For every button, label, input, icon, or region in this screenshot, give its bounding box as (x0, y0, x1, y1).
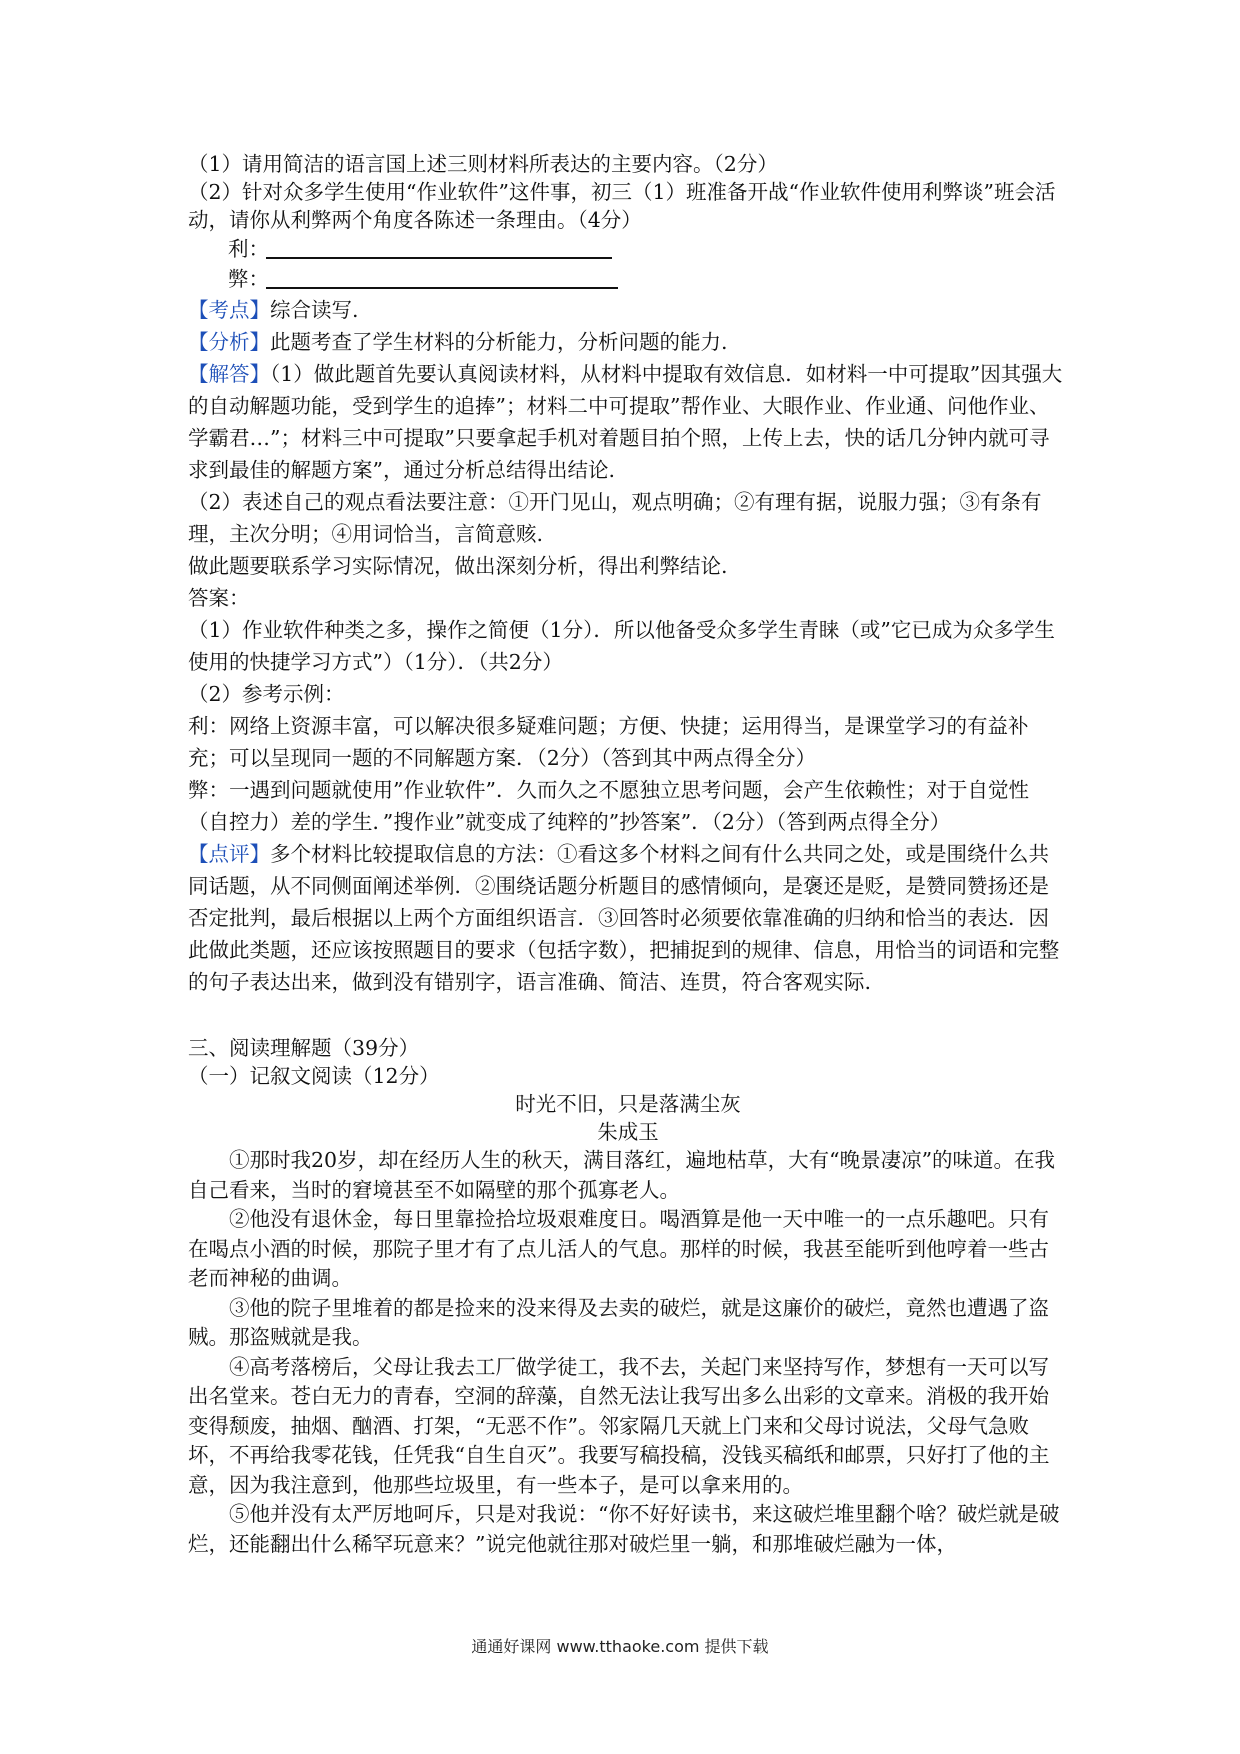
answer-label: 答案： (188, 586, 250, 610)
paragraph-1: ①那时我20岁，却在经历人生的秋天，满目落红，遍地枯草，大有“晚景凄凉”的味道。在我自己看来，当时的窘境甚至不如隔壁的那个孤寡老人。 (188, 1148, 1056, 1202)
jieda-point-2: （2）表述自己的观点看法要注意：①开门见山，观点明确；②有理有据，说服力强；③有条有理，主次分明；④用词恰当，言简意赅. (188, 490, 1042, 546)
fenxi-tag: 【分析】 (188, 330, 270, 354)
question-2: （2）针对众多学生使用“作业软件”这件事，初三（1）班准备开战“作业软件使用利弊谈”班会活动，请你从利弊两个角度各陈述一条理由。（4分） (188, 180, 1056, 232)
answer-li: 利：网络上资源丰富，可以解决很多疑难问题；方便、快捷；运用得当，是课堂学习的有益补充；可以呈现同一题的不同解题方案．（2分）（答到其中两点得全分） (188, 714, 1029, 770)
jieda-point-3: 做此题要联系学习实际情况，做出深刻分析，得出利弊结论. (188, 554, 728, 578)
bi-underline (266, 287, 618, 289)
paragraph-2: ②他没有退休金，每日里靠捡拾垃圾艰难度日。喝酒算是他一天中唯一的一点乐趣吧。只有在喝点小酒的时候，那院子里才有了点儿活人的气息。那样的时候，我甚至能听到他哼着一些古老而神秘的曲调。 (188, 1207, 1049, 1290)
section-header (188, 1034, 1068, 1146)
jieda-line (188, 358, 1068, 486)
bi-label: 弊： (228, 267, 269, 291)
jieda-tag: 【解答】 (188, 362, 270, 386)
question-block (188, 150, 1068, 294)
dianping-line (188, 838, 1068, 998)
story-body (188, 1146, 1068, 1559)
li-underline (266, 257, 612, 259)
page-footer: 通通好课网 www.tthaoke.com 提供下载 (471, 1637, 769, 1656)
li-label: 利： (228, 237, 269, 261)
kaodian-text: 综合读写. (270, 298, 359, 322)
answer-line-li[interactable] (228, 234, 1068, 264)
story-author: 朱成玉 (597, 1120, 659, 1144)
paragraph-3: ③他的院子里堆着的都是捡来的没来得及去卖的破烂，就是这廉价的破烂，竟然也遭遇了盗贼。那盗贼就是我。 (188, 1295, 1049, 1349)
story-title: 时光不旧，只是落满尘灰 (515, 1092, 741, 1116)
document-page (188, 150, 1068, 1559)
answer-line-bi[interactable] (228, 264, 1068, 294)
spacer (188, 998, 1068, 1034)
section-3-title: 三、阅读理解题（39分） (188, 1036, 420, 1060)
analysis-block (188, 294, 1068, 998)
dianping-text: 多个材料比较提取信息的方法：①看这多个材料之间有什么共同之处，或是围绕什么共同话题，从不同侧面阐述举例．②围绕话题分析题目的感情倾向，是褒还是贬，是赞同赞扬还是否定批判，最后根据以上两个方面组织语言．③回答时必须要依靠准确的归纳和恰当的表达．因此做此类题，还应该按照题目的要求（包括字数），把捕捉到的规律、信息，用恰当的词语和完整的句子表达出来，做到没有错别字，语言准确、简洁、连贯，符合客观实际. (188, 842, 1060, 994)
paragraph-4: ④高考落榜后，父母让我去工厂做学徒工，我不去，关起门来坚持写作，梦想有一天可以写出名堂来。苍白无力的青春，空洞的辞藻，自然无法让我写出多么出彩的文章来。消极的我开始变得颓废，抽烟、酗酒、打架，“无恶不作”。邻家隔几天就上门来和父母讨说法，父母气急败坏，不再给我零花钱，任凭我“自生自灭”。我要写稿投稿，没钱买稿纸和邮票，只好打了他的主意，因为我注意到，他那些垃圾里，有一些本子，是可以拿来用的。 (188, 1354, 1050, 1497)
kaodian-tag: 【考点】 (188, 298, 270, 322)
answer-1: （1）作业软件种类之多，操作之简便（1分）．所以他备受众多学生青睐（或”它已成为众多学生使用的快捷学习方式”）（1分）．（共2分） (188, 618, 1055, 674)
subsection-1-title: （一）记叙文阅读（12分） (188, 1064, 440, 1088)
question-1: （1）请用简洁的语言国上述三则材料所表达的主要内容。（2分） (188, 152, 778, 176)
paragraph-5: ⑤他并没有太严厉地呵斥，只是对我说：“你不好好读书，来这破烂堆里翻个啥？破烂就是破烂，还能翻出什么稀罕玩意来？”说完他就往那对破烂里一躺，和那堆破烂融为一体， (188, 1502, 1060, 1556)
fenxi-line (188, 326, 1068, 358)
answer-2-label: （2）参考示例： (188, 682, 345, 706)
answer-bi: 弊：一遇到问题就使用”作业软件”．久而久之不愿独立思考问题，会产生依赖性；对于自觉性（自控力）差的学生．”搜作业”就变成了纯粹的”抄答案”．（2分）（答到两点得全分） (188, 778, 1029, 834)
dianping-tag: 【点评】 (188, 842, 270, 866)
jieda-text: （1）做此题首先要认真阅读材料，从材料中提取有效信息．如材料一中可提取”因其强大的自动解题功能，受到学生的追捧”；材料二中可提取”帮作业、大眼作业、作业通、问他作业、学霸君…”；材料三中可提取”只要拿起手机对着题目拍个照，上传上去，快的话几分钟内就可寻求到最佳的解题方案”，通过分析总结得出结论. (188, 362, 1063, 482)
kaodian-line (188, 294, 1068, 326)
fenxi-text: 此题考查了学生材料的分析能力，分析问题的能力. (270, 330, 728, 354)
